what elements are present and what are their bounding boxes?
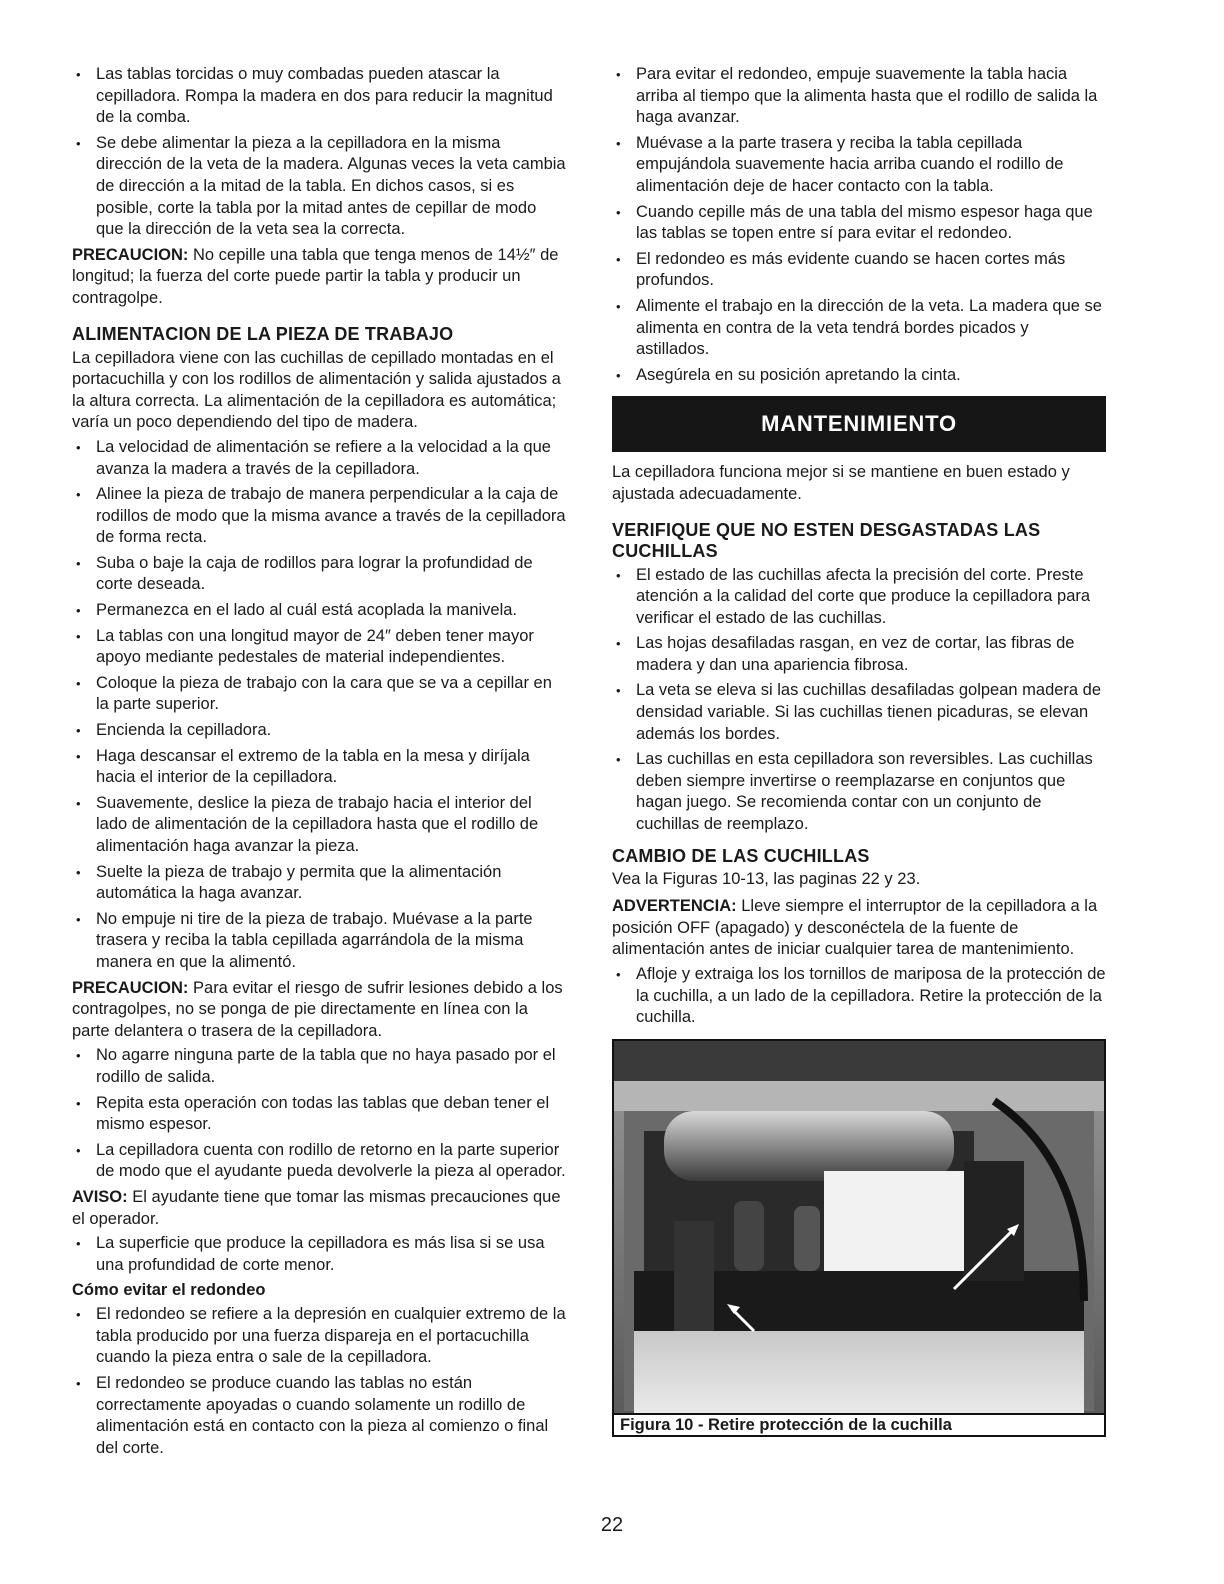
mantenimiento-intro: La cepilladora funciona mejor si se mantiene en buen estado y ajustada adecuadamente. xyxy=(612,463,1070,503)
list-item: • No empuje ni tire de la pieza de trabajo. Muévase a la parte trasera y reciba la tabla cepillada agarrándola de la misma manera en que la alimentó. xyxy=(72,909,566,974)
subheading-redondeo: Cómo evitar el redondeo xyxy=(72,1281,266,1300)
list-item: • El redondeo se refiere a la depresión en cualquier extremo de la tabla producido por una fuerza dispareja en el portacuchilla cuando la pieza entra o sale de la cepilladora. xyxy=(72,1304,566,1369)
list-item: • Afloje y extraiga los los tornillos de mariposa de la protección de la cuchilla, a un lado de la cepilladora. Retire la protección de la cuchilla. xyxy=(612,964,1106,1029)
list-item: • Muévase a la parte trasera y reciba la tabla cepillada empujándola suavemente hacia arriba cuando el rodillo de alimentación deje de hacer contacto con la tabla. xyxy=(612,133,1106,198)
section-heading-cambio: CAMBIO DE LAS CUCHILLAS xyxy=(612,845,870,866)
caution-paragraph-2 xyxy=(72,978,566,1043)
list-item: • Las tablas torcidas o muy combadas pueden atascar la cepilladora. Rompa la madera en dos para reducir la magnitud de la comba. xyxy=(72,64,566,129)
section-heading-verifique: VERIFIQUE QUE NO ESTEN DESGASTADAS LAS CUCHILLAS xyxy=(612,519,1041,561)
bullet-list-verifique xyxy=(612,565,1106,836)
bullet-list-top-right xyxy=(612,64,1106,386)
list-item: • La velocidad de alimentación se refiere a la velocidad a la que avanza la madera a través de la cepilladora. xyxy=(72,437,566,480)
bullet-list-mid xyxy=(72,1045,566,1183)
caution-paragraph xyxy=(72,245,566,310)
notice-text: El ayudante tiene que tomar las mismas precauciones que el operador. xyxy=(72,1187,561,1228)
warning-label: ADVERTENCIA: xyxy=(612,897,737,916)
list-item: • Asegúrela en su posición apretando la cinta. xyxy=(612,365,1106,387)
list-item: • Suelte la pieza de trabajo y permita que la alimentación automática la haga avanzar. xyxy=(72,862,566,905)
list-item: • Haga descansar el extremo de la tabla en la mesa y diríjala hacia el interior de la cepilladora. xyxy=(72,746,566,789)
list-item: • Encienda la cepilladora. xyxy=(72,720,566,742)
list-item: • El redondeo se produce cuando las tablas no están correctamente apoyadas o cuando solamente un rodillo de alimentación está en contacto con la pieza al comienzo o final del corte. xyxy=(72,1373,566,1459)
list-item: • Suavemente, deslice la pieza de trabajo hacia el interior del lado de alimentación de la cepilladora hasta que el rodillo de alimentación haga avanzar la pieza. xyxy=(72,793,566,858)
list-item: • Se debe alimentar la pieza a la cepilladora en la misma dirección de la veta de la madera. Algunas veces la veta cambia de dirección a la mitad de la tabla. En dichos casos, si es posible, corte la tabla por la mitad antes de cepillar de modo que la dirección de la veta sea la correcta. xyxy=(72,133,566,241)
section-banner-mantenimiento: MANTENIMIENTO xyxy=(612,396,1106,452)
bullet-list-aviso xyxy=(72,1233,566,1276)
list-item: • La veta se eleva si las cuchillas desafiladas golpean madera de densidad variable. Si las cuchillas tienen picaduras, se elevan además los bordes. xyxy=(612,680,1106,745)
figure-caption: Figura 10 - Retire protección de la cuchilla xyxy=(614,1413,1104,1435)
planer-photo xyxy=(614,1041,1104,1413)
cambio-reference: Vea la Figuras 10-13, las paginas 22 y 23. xyxy=(612,869,921,888)
list-item: • La superficie que produce la cepilladora es más lisa si se usa una profundidad de corte menor. xyxy=(72,1233,566,1276)
bullet-list-cambio xyxy=(612,964,1106,1029)
list-item: • La tablas con una longitud mayor de 24″ deben tener mayor apoyo mediante pedestales de material independientes. xyxy=(72,626,566,669)
caution-text: Para evitar el riesgo de sufrir lesiones debido a los contragolpes, no se ponga de pie directamente en línea con la parte delantera o trasera de la cepilladora. xyxy=(72,978,563,1040)
bullet-list-redondeo xyxy=(72,1304,566,1459)
list-item: • No agarre ninguna parte de la tabla que no haya pasado por el rodillo de salida. xyxy=(72,1045,566,1088)
notice-paragraph xyxy=(72,1187,566,1230)
list-item: • Alinee la pieza de trabajo de manera perpendicular a la caja de rodillos de modo que la misma avance a través de la cepilladora de forma recta. xyxy=(72,484,566,549)
caution-label: PRECAUCION: xyxy=(72,978,189,997)
list-item: • Las cuchillas en esta cepilladora son reversibles. Las cuchillas deben siempre invertirse o reemplazarse en conjuntos que hagan juego. Se recomienda contar con un conjunto de cuchillas de reemplazo. xyxy=(612,749,1106,835)
bullet-list-top-left xyxy=(72,64,566,241)
list-item: • Suba o baje la caja de rodillos para lograr la profundidad de corte deseada. xyxy=(72,553,566,596)
caution-text: No cepille una tabla que tenga menos de 14½″ de longitud; la fuerza del corte puede partir la tabla y producir un contragolpe. xyxy=(72,245,559,307)
figure-10 xyxy=(612,1039,1106,1437)
warning-paragraph xyxy=(612,896,1106,961)
section-heading-alimentacion: ALIMENTACION DE LA PIEZA DE TRABAJO xyxy=(72,323,454,344)
list-item: • Repita esta operación con todas las tablas que deban tener el mismo espesor. xyxy=(72,1093,566,1136)
caution-label: PRECAUCION: xyxy=(72,245,189,264)
right-column xyxy=(612,64,1106,1437)
list-item: • La cepilladora cuenta con rodillo de retorno en la parte superior de modo que el ayudante pueda devolverle la pieza al operador. xyxy=(72,1140,566,1183)
notice-label: AVISO: xyxy=(72,1187,128,1206)
left-column xyxy=(72,64,566,1463)
page-number: 22 xyxy=(600,1514,624,1536)
list-item: • Cuando cepille más de una tabla del mismo espesor haga que las tablas se topen entre sí para evitar el redondeo. xyxy=(612,202,1106,245)
list-item: • El estado de las cuchillas afecta la precisión del corte. Preste atención a la calidad del corte que produce la cepilladora para verificar el estado de las cuchillas. xyxy=(612,565,1106,630)
list-item: • Para evitar el redondeo, empuje suavemente la tabla hacia arriba al tiempo que la alimenta hasta que el rodillo de salida la haga avanzar. xyxy=(612,64,1106,129)
warning-text: Lleve siempre el interruptor de la cepilladora a la posición OFF (apagado) y desconéctela de la fuente de alimentación antes de iniciar cualquier tarea de mantenimiento. xyxy=(612,897,1098,959)
list-item: • Permanezca en el lado al cuál está acoplada la manivela. xyxy=(72,600,566,622)
list-item: • Coloque la pieza de trabajo con la cara que se va a cepillar en la parte superior. xyxy=(72,673,566,716)
list-item: • Las hojas desafiladas rasgan, en vez de cortar, las fibras de madera y dan una apariencia fibrosa. xyxy=(612,633,1106,676)
alimentacion-intro: La cepilladora viene con las cuchillas de cepillado montadas en el portacuchilla y con los rodillos de alimentación y salida ajustados a la altura correcta. La alimentación de la cepilladora es automática; varía un poco dependiendo del tipo de madera. xyxy=(72,348,561,432)
list-item: • El redondeo es más evidente cuando se hacen cortes más profundos. xyxy=(612,249,1106,292)
list-item: • Alimente el trabajo en la dirección de la veta. La madera que se alimenta en contra de la veta tendrá bordes picados y astillados. xyxy=(612,296,1106,361)
bullet-list-alimentacion xyxy=(72,437,566,974)
